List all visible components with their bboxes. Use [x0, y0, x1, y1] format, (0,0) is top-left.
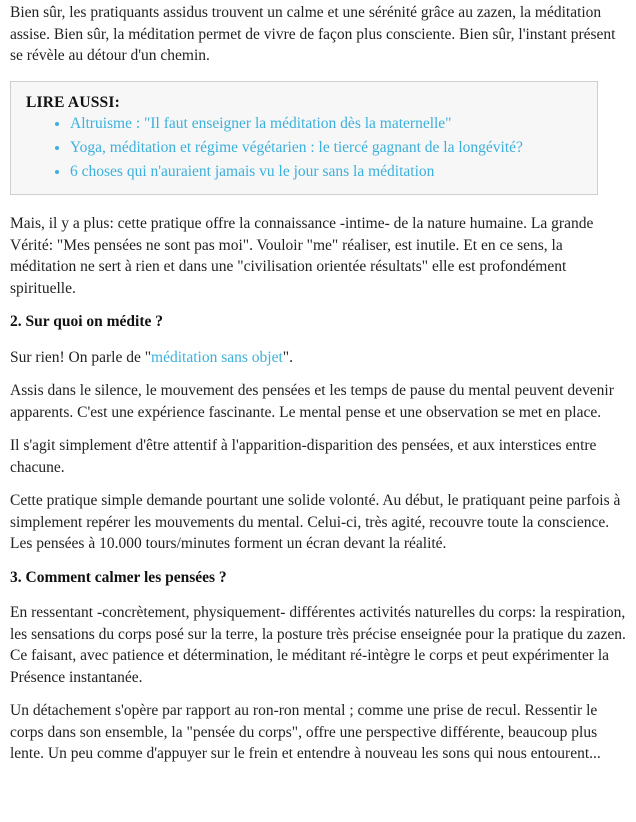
section-heading-3: 3. Comment calmer les pensées ? [10, 568, 227, 586]
read-also-item [70, 114, 582, 133]
paragraph-verite: Mais, il y a plus: cette pratique offre la connaissance -intime- de la nature humaine. La grande Vérité: "Mes pensées ne sont pas moi". Vouloir "me" réaliser, est inutile. Et en ce sens, la méditation ne sert à rien et dans une "civilisation orientée résultats" elle est profondément spirituelle. [10, 215, 594, 297]
paragraph-sur-rien [10, 347, 630, 369]
paragraph-detachement: Un détachement s'opère par rapport au ron-ron mental ; comme une prise de recul. Ressentir le corps dans son ensemble, la "pensée du corps", offre une perspective différente, beaucoup plus lente. Un peu comme d'appuyer sur le frein et entendre à nouveau les sons qui nous entourent... [10, 702, 601, 762]
paragraph-ressentant: En ressentant -concrètement, physiquement- différentes activités naturelles du corps: la respiration, les sensations du corps posé sur la terre, la posture très précise enseignée pour la pratique du zazen. Ce faisant, avec patience et détermination, le méditant ré-intègre le corps et peut expérimenter la Présence instantanée. [10, 604, 626, 686]
paragraph-intro: Bien sûr, les pratiquants assidus trouvent un calme et une sérénité grâce au zazen, la méditation assise. Bien sûr, la méditation permet de vivre de façon plus consciente. Bien sûr, l'instant présent se révèle au détour d'un chemin. [10, 4, 616, 64]
read-also-item [70, 138, 582, 157]
read-also-title: LIRE AUSSI: [26, 93, 120, 111]
read-also-list [26, 114, 582, 181]
paragraph-volonte: Cette pratique simple demande pourtant une solide volonté. Au début, le pratiquant peine parfois à simplement repérer les mouvements du mental. Celui-ci, très agité, recouvre toute la conscience. Les pensées à 10.000 tours/minutes forment un écran devant la réalité. [10, 492, 621, 552]
paragraph-silence: Assis dans le silence, le mouvement des pensées et les temps de pause du mental peuvent devenir apparents. C'est une expérience fascinante. Le mental pense et une observation se met en place. [10, 382, 614, 421]
paragraph-attentif: Il s'agit simplement d'être attentif à l'apparition-disparition des pensées, et aux interstices entre chacune. [10, 437, 597, 476]
paragraph-sur-rien-text-after: ". [282, 348, 293, 366]
section-heading-2: 2. Sur quoi on médite ? [10, 313, 164, 330]
read-also-link-altruisme[interactable]: Altruisme : "Il faut enseigner la méditation dès la maternelle" [70, 115, 452, 132]
read-also-item [70, 162, 582, 181]
read-also-link-6-choses[interactable]: 6 choses qui n'auraient jamais vu le jour sans la méditation [70, 163, 435, 180]
read-also-box [10, 81, 598, 196]
read-also-link-yoga[interactable]: Yoga, méditation et régime végétarien : le tiercé gagnant de la longévité? [70, 139, 523, 156]
paragraph-sur-rien-text-before: Sur rien! On parle de " [10, 348, 152, 366]
article-body [10, 2, 630, 777]
meditation-sans-objet-link[interactable]: méditation sans objet [151, 348, 283, 366]
